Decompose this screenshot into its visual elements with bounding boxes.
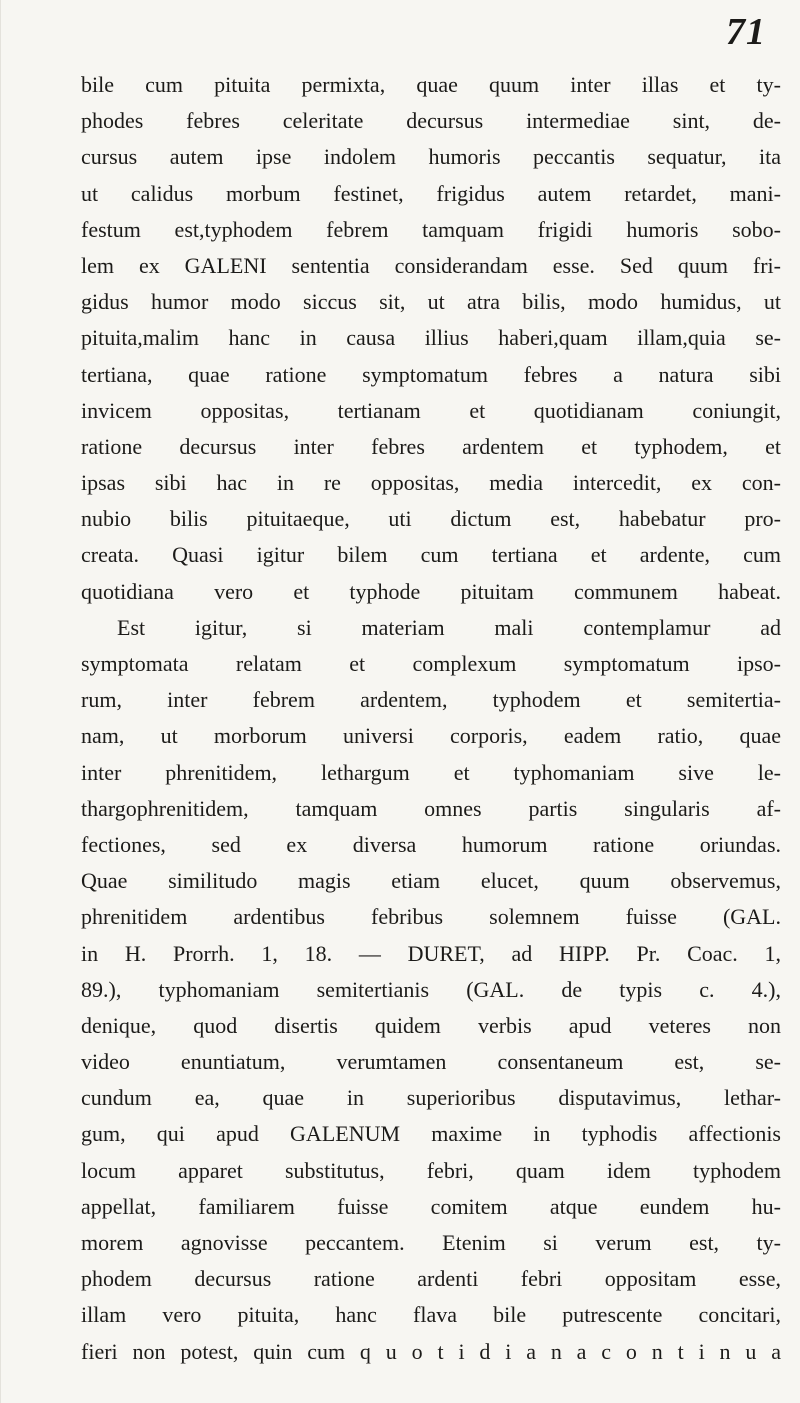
text-line: locum apparet substitutus, febri, quam idem typhodem: [81, 1157, 781, 1183]
text-line: lem ex GALENI sententia considerandam esse. Sed quum fri-: [81, 252, 781, 278]
text-line: invicem oppositas, tertianam et quotidianam coniungit,: [81, 397, 781, 423]
text-line: cursus autem ipse indolem humoris peccantis sequatur, ita: [81, 144, 781, 170]
body-text: [81, 67, 781, 1370]
text-line: ipsas sibi hac in re oppositas, media intercedit, ex con-: [81, 470, 781, 496]
text-line: phodes febres celeritate decursus intermediae sint, de-: [81, 108, 781, 134]
text-line: quotidiana vero et typhode pituitam communem habeat.: [81, 578, 781, 604]
text-line: creata. Quasi igitur bilem cum tertiana et ardente, cum: [81, 542, 781, 568]
text-line: 89.), typhomaniam semitertianis (GAL. de typis c. 4.),: [81, 976, 781, 1002]
text-line: gidus humor modo siccus sit, ut atra bilis, modo humidus, ut: [81, 289, 781, 315]
page-number: 71: [726, 11, 766, 53]
text-line: thargophrenitidem, tamquam omnes partis singularis af-: [81, 795, 781, 821]
text-line: nam, ut morborum universi corporis, eadem ratio, quae: [81, 723, 781, 749]
text-line: festum est,typhodem febrem tamquam frigidi humoris sobo-: [81, 216, 781, 242]
text-line: denique, quod disertis quidem verbis apud veteres non: [81, 1012, 781, 1038]
text-line: appellat, familiarem fuisse comitem atque eundem hu-: [81, 1193, 781, 1219]
text-line: ratione decursus inter febres ardentem et typhodem, et: [81, 433, 781, 459]
text-line: ut calidus morbum festinet, frigidus autem retardet, mani-: [81, 180, 781, 206]
text-line: fieri non potest, quin cum q u o t i d i a n a c o n t i n u a: [81, 1338, 781, 1364]
text-line: symptomata relatam et complexum symptomatum ipso-: [81, 651, 781, 676]
text-line: phrenitidem ardentibus febribus solemnem fuisse (GAL.: [81, 904, 781, 930]
text-line: inter phrenitidem, lethargum et typhomaniam sive le-: [81, 759, 781, 785]
text-line: bile cum pituita permixta, quae quum inter illas et ty-: [81, 72, 781, 97]
text-line: gum, qui apud GALENUM maxime in typhodis affectionis: [81, 1121, 781, 1147]
text-line-paragraph-start: Est igitur, si materiam mali contemplamur ad: [117, 614, 781, 640]
text-line: in H. Prorrh. 1, 18. — DURET, ad HIPP. Pr. Coac. 1,: [81, 940, 781, 966]
text-line: nubio bilis pituitaeque, uti dictum est, habebatur pro-: [81, 506, 781, 532]
text-line: pituita,malim hanc in causa illius haberi,quam illam,quia se-: [81, 325, 781, 351]
text-line: tertiana, quae ratione symptomatum febres a natura sibi: [81, 361, 781, 387]
text-line: cundum ea, quae in superioribus disputavimus, lethar-: [81, 1085, 781, 1111]
text-line: rum, inter febrem ardentem, typhodem et semitertia-: [81, 687, 781, 713]
text-line: illam vero pituita, hanc flava bile putrescente concitari,: [81, 1302, 781, 1328]
text-line: morem agnovisse peccantem. Etenim si verum est, ty-: [81, 1230, 781, 1255]
text-line: Quae similitudo magis etiam elucet, quum observemus,: [81, 868, 781, 894]
text-line: video enuntiatum, verumtamen consentaneum est, se-: [81, 1049, 781, 1075]
text-line: phodem decursus ratione ardenti febri oppositam esse,: [81, 1266, 781, 1292]
text-line: fectiones, sed ex diversa humorum ratione oriundas.: [81, 831, 781, 857]
